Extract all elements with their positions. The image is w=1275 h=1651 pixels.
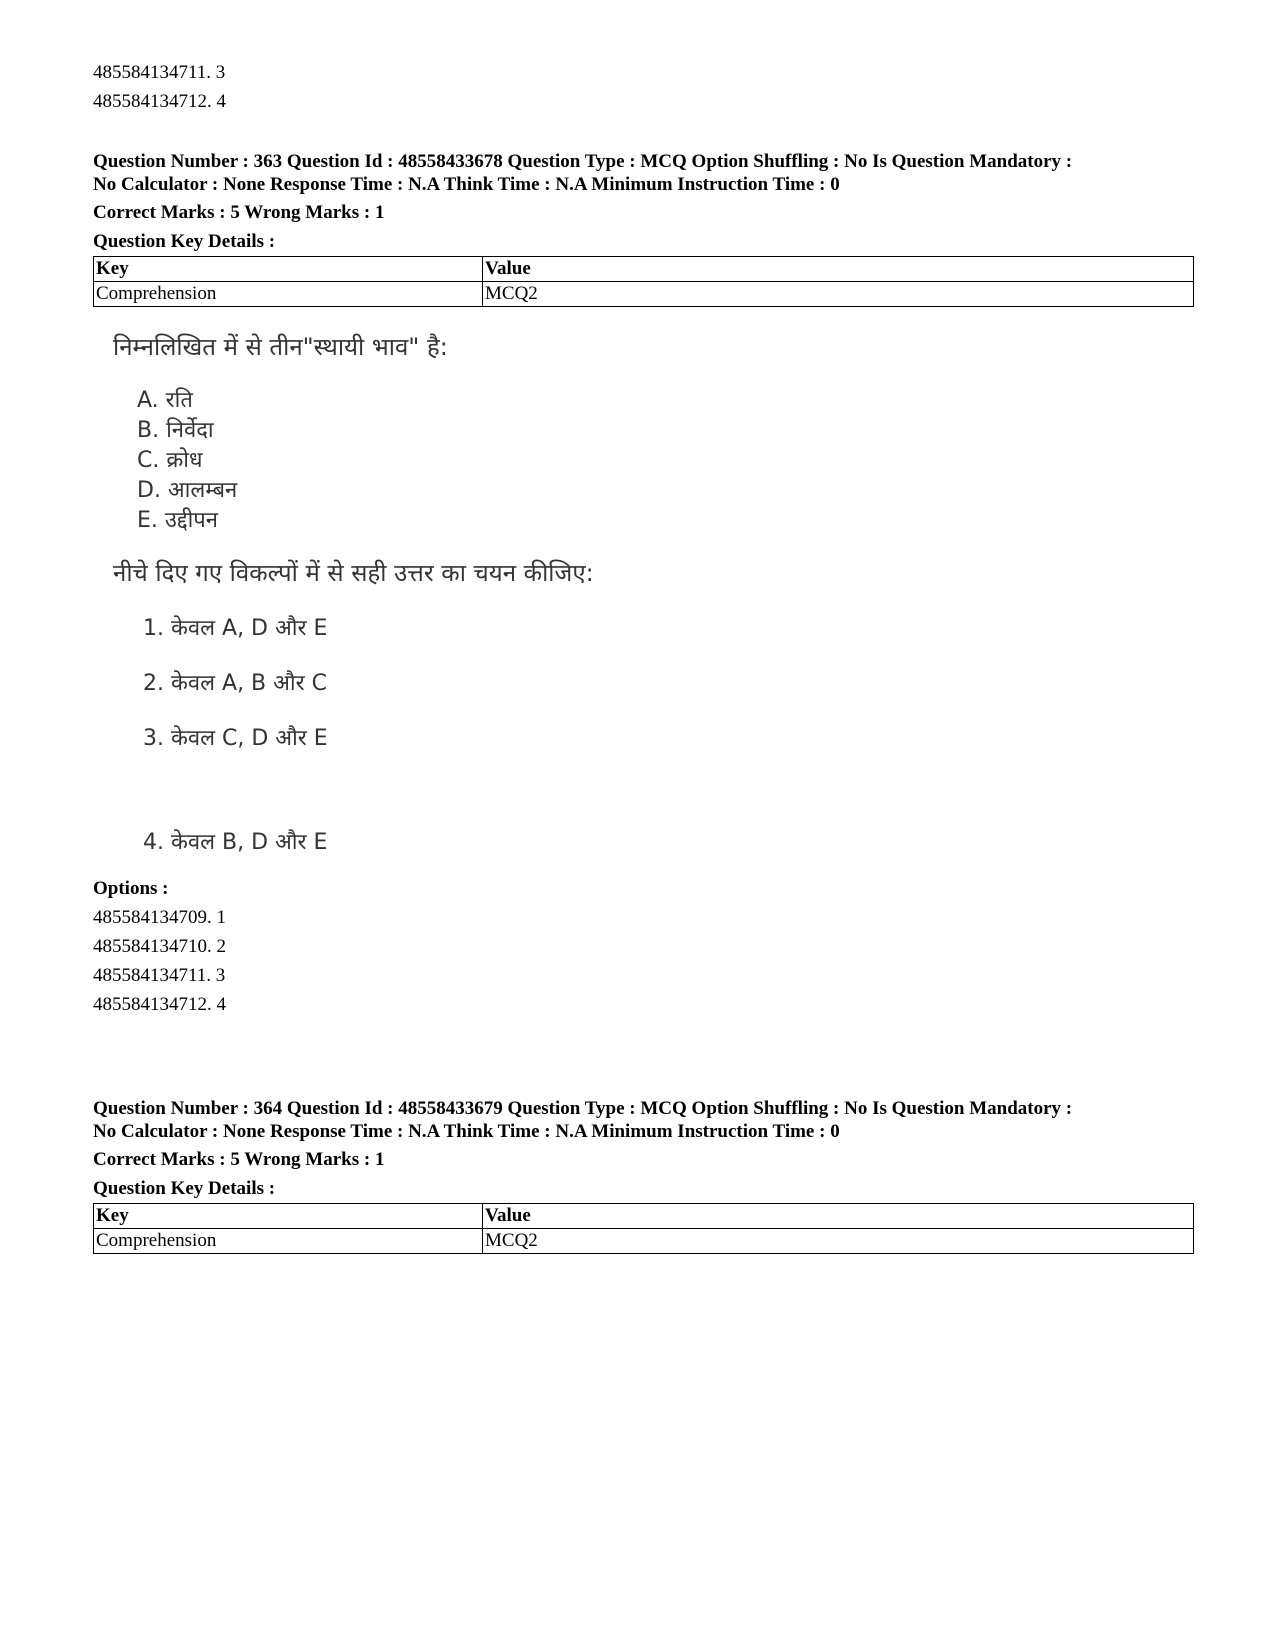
- table-header-value: Value: [483, 1204, 1194, 1229]
- previous-question-options: [93, 58, 226, 116]
- table-cell-key: Comprehension: [94, 1229, 483, 1254]
- statement-e: E. उद्दीपन: [137, 508, 218, 533]
- table-row: [94, 1229, 1194, 1254]
- question-image: [93, 330, 1193, 890]
- table-header-row: [94, 257, 1194, 282]
- answer-choice-3: 3. केवल C, D और E: [143, 726, 328, 751]
- table-header-key: Key: [94, 1204, 483, 1229]
- option-line: 485584134711. 3: [93, 965, 226, 986]
- table-header-row: [94, 1204, 1194, 1229]
- question-header-line2: No Calculator : None Response Time : N.A Think Time : N.A Minimum Instruction Time : 0: [93, 1121, 840, 1142]
- question-header-line2: No Calculator : None Response Time : N.A Think Time : N.A Minimum Instruction Time : 0: [93, 174, 840, 195]
- answer-choice-4: 4. केवल B, D और E: [143, 830, 328, 855]
- option-line: 485584134712. 4: [93, 91, 226, 112]
- table-cell-value: MCQ2: [483, 1229, 1194, 1254]
- question-stem: निम्नलिखित में से तीन"स्थायी भाव" है:: [113, 333, 448, 361]
- question-363-options: [93, 874, 226, 1019]
- key-details-label: Question Key Details :: [93, 1178, 276, 1199]
- question-364-block: [93, 1097, 1194, 1254]
- statement-d: D. आलम्बन: [137, 478, 238, 503]
- option-line: 485584134711. 3: [93, 62, 226, 83]
- options-label: Options :: [93, 878, 169, 899]
- option-line: 485584134710. 2: [93, 936, 226, 957]
- table-cell-key: Comprehension: [94, 282, 483, 307]
- marks-line: Correct Marks : 5 Wrong Marks : 1: [93, 202, 385, 223]
- table-header-key: Key: [94, 257, 483, 282]
- marks-line: Correct Marks : 5 Wrong Marks : 1: [93, 1149, 385, 1170]
- key-details-label: Question Key Details :: [93, 231, 276, 252]
- question-header-line1: Question Number : 363 Question Id : 48558433678 Question Type : MCQ Option Shuffling : No Is Question Mandatory :: [93, 151, 1073, 172]
- option-line: 485584134709. 1: [93, 907, 226, 928]
- question-header-line1: Question Number : 364 Question Id : 48558433679 Question Type : MCQ Option Shuffling : No Is Question Mandatory :: [93, 1098, 1073, 1119]
- question-instruction: नीचे दिए गए विकल्पों में से सही उत्तर का चयन कीजिए:: [113, 559, 594, 587]
- option-line: 485584134712. 4: [93, 994, 226, 1015]
- answer-choice-2: 2. केवल A, B और C: [143, 671, 328, 696]
- question-363-block: [93, 150, 1194, 307]
- statement-c: C. क्रोध: [137, 448, 203, 473]
- answer-choice-1: 1. केवल A, D और E: [143, 616, 328, 641]
- table-row: [94, 282, 1194, 307]
- table-cell-value: MCQ2: [483, 282, 1194, 307]
- key-details-table: [93, 1203, 1194, 1254]
- statement-b: B. निर्वेदा: [137, 418, 214, 443]
- key-details-table: [93, 256, 1194, 307]
- statement-a: A. रति: [137, 388, 193, 413]
- table-header-value: Value: [483, 257, 1194, 282]
